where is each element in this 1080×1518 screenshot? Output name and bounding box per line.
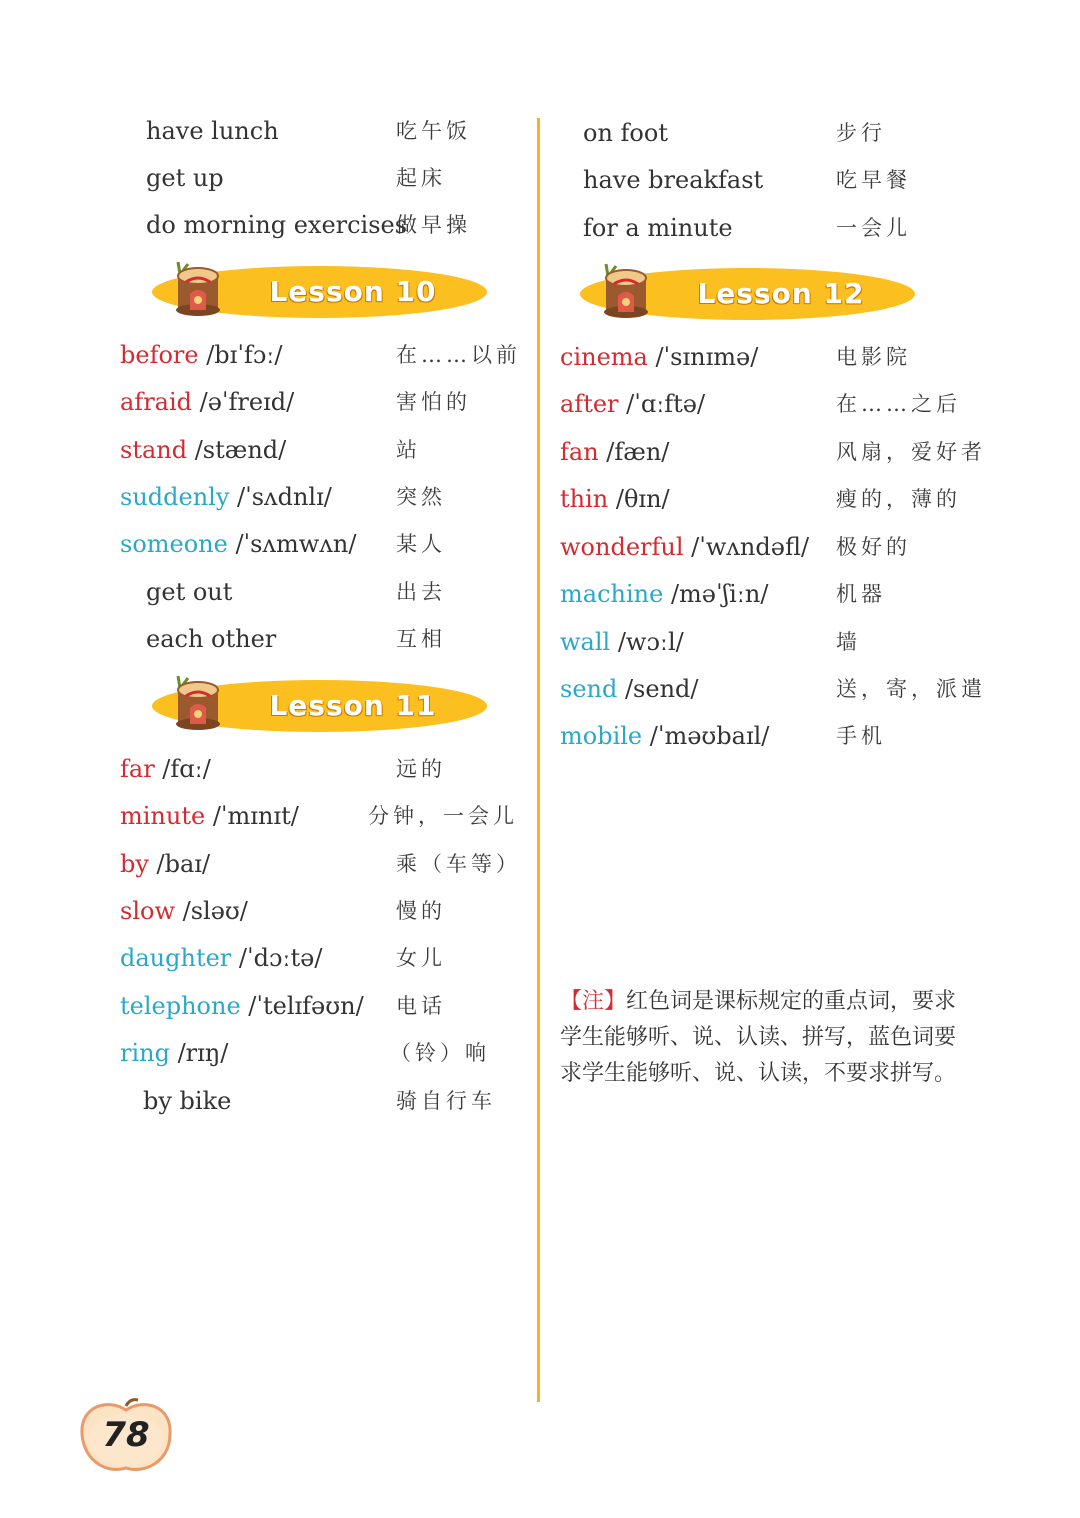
phonetic: /ˈdɔːtə/ (231, 944, 323, 972)
lesson-title: Lesson 10 (269, 275, 437, 308)
translation: 风扇，爱好者 (836, 440, 986, 464)
phrase-en: have breakfast (583, 166, 764, 194)
vocab-word: wall (560, 628, 611, 656)
phonetic: /baɪ/ (148, 850, 211, 878)
vocab-word: slow (120, 897, 175, 925)
translation: 乘（车等） (396, 852, 521, 876)
note-tag: 【注】 (560, 989, 627, 1014)
translation: 送，寄，派遣 (836, 677, 986, 701)
tree-stump-icon (172, 260, 224, 318)
translation: 某人 (396, 532, 446, 556)
vocab-word: stand (120, 436, 188, 464)
phonetic: /fæn/ (598, 438, 670, 466)
translation: （铃）响 (390, 1041, 490, 1065)
phrase-zh: 互相 (396, 627, 446, 651)
phonetic: /fɑː/ (154, 755, 211, 783)
footnote (560, 984, 960, 1092)
lesson-11-banner (152, 680, 487, 732)
phrase-zh: 起床 (396, 166, 446, 190)
vocab-word: minute (120, 802, 206, 830)
phrase-en: get out (146, 578, 233, 606)
translation: 在……之后 (836, 392, 961, 416)
page-number-apple-icon (78, 1396, 174, 1474)
vocab-word: thin (560, 485, 609, 513)
vocab-word: mobile (560, 722, 643, 750)
phrase-en: for a minute (583, 214, 733, 242)
phrase-zh: 做早操 (396, 213, 471, 237)
vocab-word: afraid (120, 388, 193, 416)
translation: 机器 (836, 582, 886, 606)
translation: 分钟，一会儿 (368, 804, 518, 828)
phrase-zh: 吃早餐 (836, 168, 911, 192)
phrase-en: get up (146, 164, 224, 192)
phonetic: /ˈməʊbaɪl/ (642, 722, 770, 750)
vocab-word: wonderful (560, 533, 684, 561)
translation: 远的 (396, 757, 446, 781)
phrase-zh: 骑自行车 (396, 1089, 496, 1113)
phonetic: /wɔːl/ (610, 628, 684, 656)
vocab-word: by (120, 850, 149, 878)
lesson-10-banner (152, 266, 487, 318)
phonetic: /ˈsʌdnlɪ/ (229, 483, 332, 511)
phrase-en: each other (146, 625, 277, 653)
vocab-word: daughter (120, 944, 232, 972)
phonetic: /rɪŋ/ (169, 1039, 229, 1067)
translation: 手机 (836, 724, 886, 748)
translation: 在……以前 (396, 343, 521, 367)
phonetic: /bɪˈfɔː/ (198, 341, 283, 369)
phrase-en: have lunch (146, 117, 279, 145)
vocab-word: fan (560, 438, 599, 466)
vocab-word: machine (560, 580, 664, 608)
lesson-title: Lesson 12 (697, 277, 865, 310)
phonetic: /sləʊ/ (174, 897, 248, 925)
phrase-zh: 步行 (836, 121, 886, 145)
phonetic: /θɪn/ (608, 485, 670, 513)
lesson-12-banner (580, 268, 915, 320)
translation: 极好的 (836, 535, 911, 559)
phonetic: /əˈfreɪd/ (192, 388, 295, 416)
phrase-en: on foot (583, 119, 668, 147)
phonetic: /ˈwʌndəfl/ (683, 533, 810, 561)
translation: 慢的 (396, 899, 446, 923)
column-divider (537, 118, 540, 1402)
vocab-word: send (560, 675, 618, 703)
phonetic: /send/ (617, 675, 699, 703)
translation: 电话 (396, 994, 446, 1018)
vocab-word: telephone (120, 992, 241, 1020)
lesson-title: Lesson 11 (269, 689, 437, 722)
translation: 瘦的，薄的 (836, 487, 961, 511)
vocab-word: far (120, 755, 155, 783)
phonetic: /ˈsɪnɪmə/ (647, 343, 759, 371)
note-text: 红色词是课标规定的重点词，要求学生能够听、说、认读、拼写，蓝色词要求学生能够听、说、认读，不要求拼写。 (560, 989, 957, 1086)
phonetic: /ˈtelɪfəʊn/ (240, 992, 364, 1020)
phonetic: /stænd/ (187, 436, 287, 464)
vocab-word: cinema (560, 343, 648, 371)
phonetic: /ˈmɪnɪt/ (205, 802, 299, 830)
translation: 害怕的 (396, 390, 471, 414)
page-number: 78 (102, 1415, 150, 1455)
vocab-word: before (120, 341, 199, 369)
phrase-en: do morning exercises (146, 211, 408, 239)
vocab-word: someone (120, 530, 228, 558)
translation: 女儿 (396, 946, 446, 970)
phonetic: /məˈʃiːn/ (663, 580, 769, 608)
vocab-word: ring (120, 1039, 170, 1067)
phonetic: /ˈsʌmwʌn/ (227, 530, 357, 558)
phrase-zh: 出去 (396, 580, 446, 604)
tree-stump-icon (600, 262, 652, 320)
translation: 墙 (836, 630, 861, 654)
phonetic: /ˈɑːftə/ (618, 390, 706, 418)
translation: 站 (396, 438, 421, 462)
tree-stump-icon (172, 674, 224, 732)
phrase-zh: 一会儿 (836, 216, 911, 240)
phrase-en: by bike (143, 1087, 232, 1115)
translation: 突然 (396, 485, 446, 509)
phrase-zh: 吃午饭 (396, 119, 471, 143)
vocab-word: suddenly (120, 483, 230, 511)
translation: 电影院 (836, 345, 911, 369)
vocab-word: after (560, 390, 619, 418)
